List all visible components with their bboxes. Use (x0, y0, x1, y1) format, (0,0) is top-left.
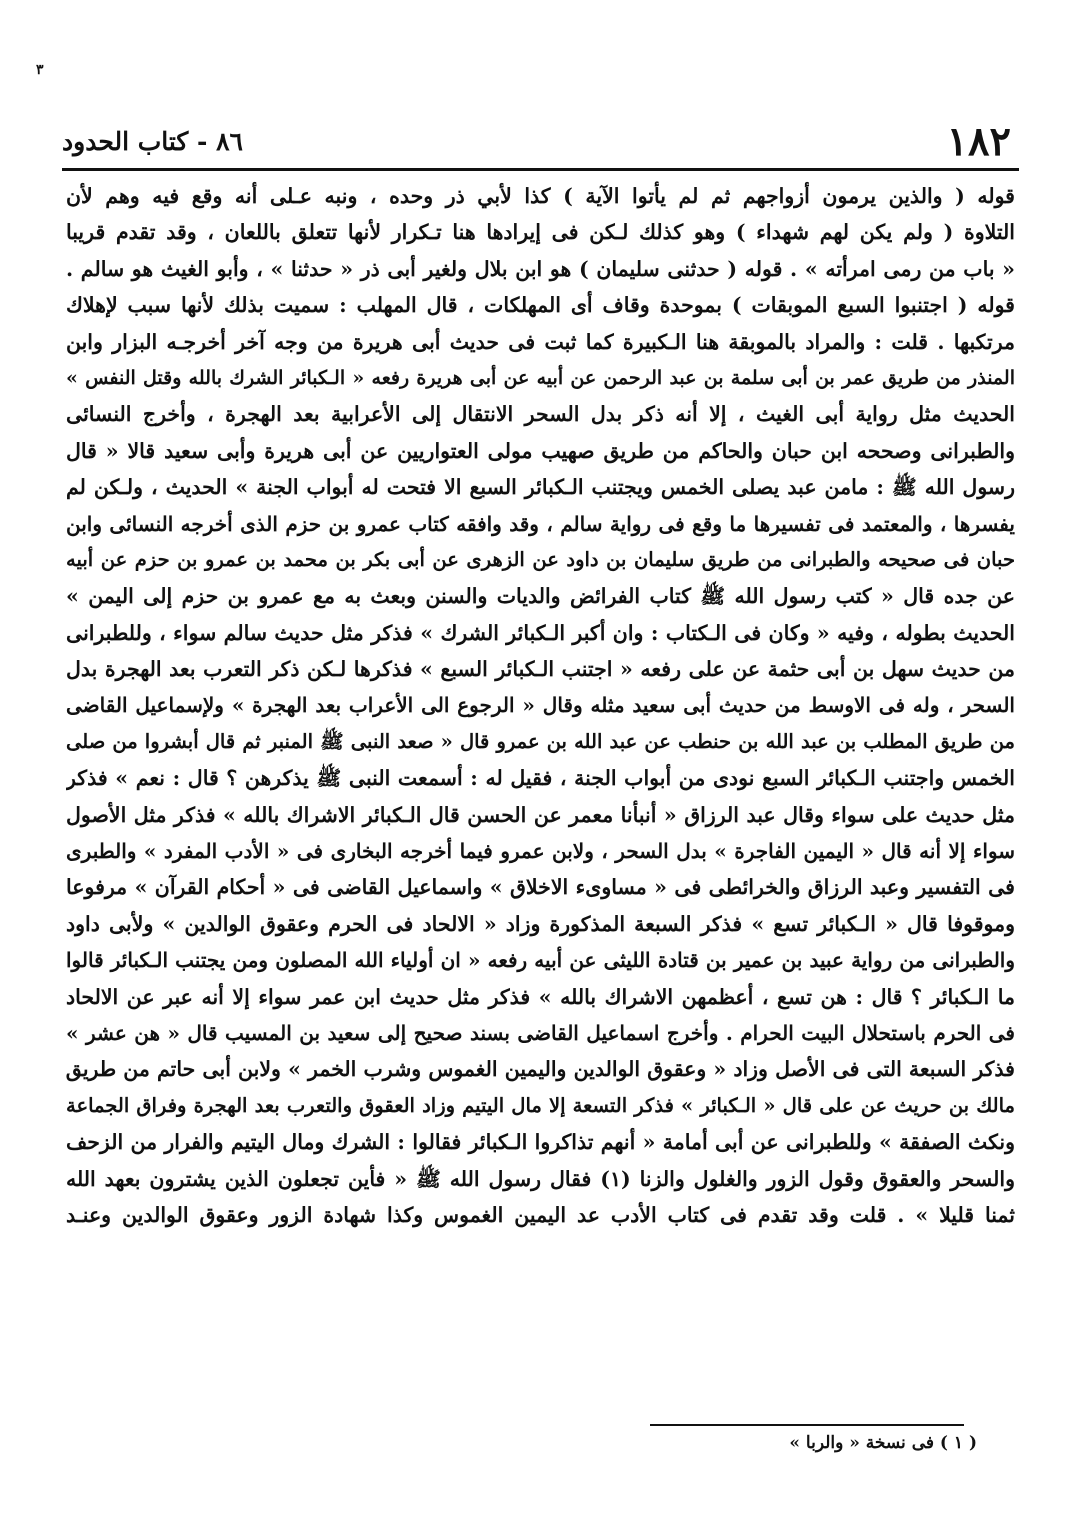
page-corner-mark: ٣ (36, 62, 44, 78)
text-line: والطبرانى من رواية عبيد بن عمير بن قتادة الليثى عن أبيه رفعه « ان أولياء الله المصلون ومن يجتنب الـكبائر قالوا (66, 948, 1015, 973)
page-number: ١٨٢ (946, 118, 1011, 165)
text-line: الخمس واجتنب الـكبائر السبع نودى من أبواب الجنة ، فقيل له : أسمعت النبى ﷺ يذكرهن ؟ قال : نعم » فذكر (66, 766, 1015, 791)
text-line: يفسرها ، والمعتمد فى تفسيرها ما وقع فى رواية سالم ، وقد وافقه كتاب عمرو بن حزم الذى أخرجه النسائى وابن (66, 511, 1015, 536)
text-line: عن جده قال « كتب رسول الله ﷺ كتاب الفرائض والديات والسنن وبعث به مع عمرو بن حزم إلى اليمن » (66, 584, 1015, 609)
text-line: التلاوة ( ولم يكن لهم شهداء ) وهو كذلك لـكن فى إيرادها هنا تـكرار لأنها تتعلق باللعان ، وقد تقدم قريبا (66, 220, 1015, 245)
text-line: مالك بن حريث عن على قال « الـكبائر » فذكر التسعة إلا مال اليتيم وزاد العقوق والتعرب بعد الهجرة وفراق الجماعة (66, 1093, 1015, 1117)
text-line: فى التفسير وعبد الرزاق والخرائطى فى « مساوىء الاخلاق » واسماعيل القاضى فى « أحكام القرآن » مرفوعا (66, 875, 1015, 900)
text-line: السحر ، وله فى الاوسط من حديث أبى سعيد مثله وقال « الرجوع الى الأعراب بعد الهجرة » ولإسماعيل القاضى (66, 693, 1015, 718)
chapter-title: ٨٦ - كتاب الحدود (62, 127, 243, 156)
text-line: مثل حديث على سواء وقال عبد الرزاق « أنبأنا معمر عن الحسن قال الـكبائر الاشراك بالله » فذكر مثل الأصول (66, 802, 1015, 827)
text-line: المنذر من طريق عمر بن أبى سلمة بن عبد الرحمن عن أبيه عن أبى هريرة رفعه « الـكبائر الشرك بالله وقتل النفس » (66, 366, 1015, 389)
text-line: رسول الله ﷺ : مامن عبد يصلى الخمس ويجتنب الـكبائر السبع الا فتحت له أبواب الجنة » الحديث ، ولـكن لم (66, 475, 1015, 500)
text-line: قوله ( اجتنبوا السبع الموبقات ) بموحدة وقاف أى المهلكات ، قال المهلب : سميت بذلك لأنها سبب لإهلاك (66, 293, 1015, 318)
text-line: ما الـكبائر ؟ قال : هن تسع ، أعظمهن الاشراك بالله » فذكر مثل حديث ابن عمر سواء إلا أنه عبر عن الالحاد (66, 984, 1015, 1009)
text-line: حبان فى صحيحه والطبرانى من طريق سليمان بن داود عن الزهرى عن أبى بكر بن محمد بن عمرو بن حزم عن أبيه (66, 547, 1015, 571)
header-rule (62, 168, 1019, 171)
main-text (66, 178, 1015, 1428)
text-line: قوله ( والذين يرمون أزواجهم ثم لم يأتوا الآية ) كذا لأبي ذر وحده ، ونبه عـلى أنه وقع فيه وهم لأن (66, 184, 1015, 208)
text-line: والسحر والعقوق وقول الزور والغلول والزنا (١) فقال رسول الله ﷺ « فأين تجعلون الذين يشترون بعهد الله (66, 1166, 1015, 1191)
text-line: مرتكبها . قلت : والمراد بالموبقة هنا الـكبيرة كما ثبت فى حديث أبى هريرة من وجه آخر أخرجـه البزار وابن (66, 329, 1015, 354)
text-line (66, 1233, 1015, 1269)
text-line: ثمنا قليلا » . قلت وقد تقدم فى كتاب الأدب عد اليمين الغموس وكذا شهادة الزور وعقوق الوالدين وعنـد (66, 1202, 1015, 1227)
footnote-rule (650, 1424, 964, 1426)
text-line: « باب من رمى امرأته » . قوله ( حدثنى سليمان ) هو ابن بلال ولغير أبى ذر « حدثنا » ، وأبو الغيث هو سالم . (66, 256, 1015, 281)
text-line: فى الحرم باستحلال البيت الحرام . وأخرج اسماعيل القاضى بسند صحيح إلى سعيد بن المسيب قال « هن عشر » (66, 1020, 1015, 1045)
footnote: ( ١ ) فى نسخة « والربا » (789, 1433, 977, 1453)
text-line: من حديث سهل بن أبى حثمة عن على رفعه « اجتنب الـكبائر السبع » فذكرها لـكن ذكر التعرب بعد الهجرة بدل (66, 657, 1015, 682)
text-line: الحديث مثل رواية أبى الغيث ، إلا أنه ذكر بدل السحر الانتقال إلى الأعرابية بعد الهجرة ، وأخرج النسائى (66, 402, 1015, 427)
text-line: وموقوفا قال « الـكبائر تسع » فذكر السبعة المذكورة وزاد « الالحاد فى الحرم وعقوق الوالدين » ولأبى داود (66, 911, 1015, 936)
text-line: سواء إلا أنه قال « اليمين الفاجرة » بدل السحر ، ولابن عمرو فيما أخرجه البخارى فى « الأدب المفرد » والطبرى (66, 839, 1015, 864)
text-line: فذكر السبعة التى فى الأصل وزاد « وعقوق الوالدين واليمين الغموس وشرب الخمر » ولابن أبى حاتم من طريق (66, 1057, 1015, 1082)
text-line: والطبرانى وصححه ابن حبان والحاكم من طريق صهيب مولى العتواريين عن أبى هريرة وأبى سعيد قالا « قال (66, 438, 1015, 463)
text-line: الحديث بطوله ، وفيه « وكان فى الـكتاب : وان أكبر الـكبائر الشرك » فذكر مثل حديث سالم سواء ، وللطبرانى (66, 620, 1015, 645)
text-line: ونكث الصفقة » وللطبرانى عن أبى أمامة « أنهم تذاكروا الـكبائر فقالوا : الشرك ومال اليتيم والفرار من الزحف (66, 1130, 1015, 1155)
page-header (62, 108, 1011, 172)
text-line: من طريق المطلب بن عبد الله بن حنطب عن عبد الله بن عمرو قال « صعد النبى ﷺ المنبر ثم قال أبشروا من صلى (66, 729, 1015, 753)
